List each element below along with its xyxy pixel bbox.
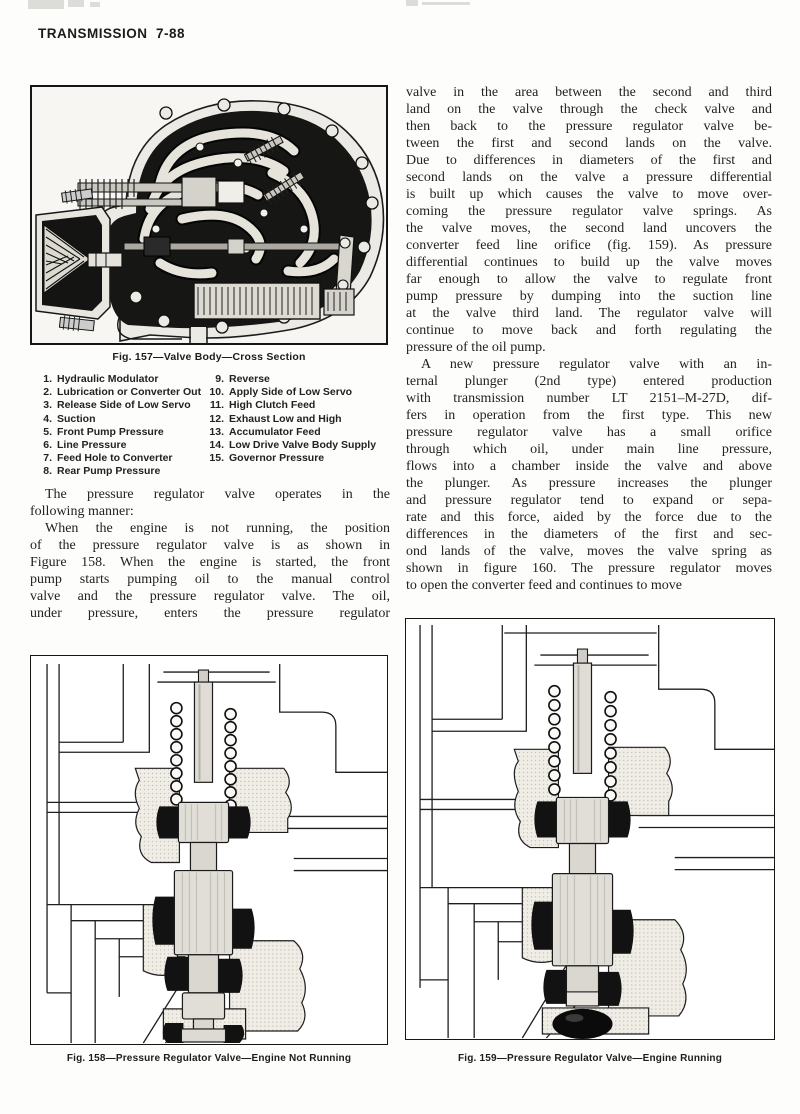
- parts-list-item: 1. Hydraulic Modulator: [43, 373, 159, 385]
- parts-list-item: 3. Release Side of Low Servo: [43, 399, 191, 412]
- text-line: through which oil, under main line pressure,: [406, 442, 772, 457]
- text-line: tween the first and second lands on the valve.: [406, 136, 772, 151]
- parts-list-item: 15. Governor Pressure: [209, 452, 325, 465]
- parts-list-column-2: [203, 373, 376, 465]
- text-line: second lands on the valve a pressure differential: [406, 170, 772, 185]
- figure-158-caption: Fig. 158—Pressure Regulator Valve—Engine Not Running: [66, 1053, 352, 1064]
- text-line: under pressure, enters the pressure regulator: [30, 606, 390, 621]
- text-line: pressure of the oil pump.: [406, 340, 546, 355]
- valve-body-cross-section-photo: [32, 87, 386, 343]
- text-line: following manner:: [30, 504, 134, 519]
- scan-artifact: [28, 0, 64, 9]
- text-line: and pressure regulator tend to expand or sepa-: [406, 493, 772, 508]
- right-text-column: [406, 84, 772, 594]
- figure-159-caption: Fig. 159—Pressure Regulator Valve—Engine Running: [457, 1053, 723, 1064]
- text-line: When the engine is not running, the position: [45, 521, 390, 536]
- text-line: is built up which causes the valve to move over-: [406, 187, 772, 202]
- parts-list-item: 7. Feed Hole to Converter: [43, 452, 173, 465]
- parts-list-item: 11. High Clutch Feed: [209, 399, 316, 412]
- text-line: rate and this force, aided by the force due to the: [406, 510, 772, 525]
- text-line: the valve moves, the second land uncovers the: [406, 221, 772, 236]
- text-line: with transmission number LT 2151–M-27D, dif-: [406, 391, 772, 406]
- text-line: flows into a chamber inside the valve and above: [406, 459, 772, 474]
- text-line: fers in operation from the first type. This new: [406, 408, 772, 423]
- figure-158-frame: [30, 655, 388, 1045]
- parts-list-item: 10. Apply Side of Low Servo: [209, 386, 353, 399]
- pressure-regulator-valve-drawing-engine-running: [406, 619, 774, 1039]
- figure-159-frame: [405, 618, 775, 1040]
- text-line: of the pressure regulator valve is as shown in: [30, 538, 390, 553]
- left-text-column: [30, 486, 390, 622]
- parts-list-item: 9. Reverse: [215, 373, 270, 385]
- text-line: Due to differences in diameters of the first and: [406, 153, 772, 168]
- text-line: ond lands of the valve, moves the valve spring as: [406, 544, 772, 559]
- text-line: ternal plunger (2nd type) entered production: [406, 374, 772, 389]
- figure-157-frame: [30, 85, 388, 345]
- parts-list-item: 8. Rear Pump Pressure: [43, 465, 161, 478]
- text-line: the plunger. As pressure increases the plunger: [406, 476, 772, 491]
- text-line: valve in the area between the second and third: [406, 85, 772, 100]
- parts-list-item: 2. Lubrication or Converter Out: [43, 386, 202, 399]
- text-line: land on the valve through the check valve and: [406, 102, 772, 117]
- text-line: pump pressure by dumping into the suction line: [406, 289, 772, 304]
- figure-157-caption: Fig. 157—Valve Body—Cross Section: [112, 351, 306, 363]
- text-line: at the valve third land. The regulator valve will: [406, 306, 772, 321]
- parts-list-column-1: [36, 373, 201, 479]
- parts-list-item: 4. Suction: [43, 412, 96, 425]
- scan-artifact: [68, 0, 84, 7]
- parts-list-item: 13. Accumulator Feed: [209, 425, 321, 438]
- text-line: then back to the pressure regulator valve be-: [406, 119, 772, 134]
- parts-list-item: 5. Front Pump Pressure: [43, 425, 164, 438]
- text-line: far enough to allow the valve to regulate front: [406, 272, 772, 287]
- parts-list-item: 6. Line Pressure: [43, 439, 127, 452]
- text-line: coming the pressure regulator valve springs. As: [406, 204, 772, 219]
- text-line: differences in the diameters of the first and sec-: [406, 527, 772, 542]
- text-line: pump starts pumping oil to the manual control: [30, 572, 390, 587]
- scan-artifact: [422, 2, 470, 5]
- text-line: continue to move back and forth regulating the: [406, 323, 772, 338]
- page-title: TRANSMISSION 7-88: [38, 26, 186, 41]
- scan-artifact: [90, 2, 100, 7]
- text-line: differential continues to build up the valve moves: [406, 255, 772, 270]
- pressure-regulator-valve-drawing-engine-not-running: [31, 656, 387, 1044]
- text-line: A new pressure regulator valve with an in-: [421, 357, 772, 372]
- parts-list-item: 14. Low Drive Valve Body Supply: [209, 439, 377, 452]
- scan-artifact: [406, 0, 418, 6]
- text-line: The pressure regulator valve operates in the: [45, 487, 390, 502]
- text-line: Figure 158. When the engine is started, the front: [30, 555, 390, 570]
- parts-list-item: 12. Exhaust Low and High: [209, 412, 342, 425]
- text-line: pressure regulator valve has a small orifice: [406, 425, 772, 440]
- text-line: valve and the pressure regulator valve. The oil,: [30, 589, 390, 604]
- text-line: shown in figure 160. The pressure regulator moves: [406, 561, 772, 576]
- text-line: to open the converter feed and continues to move: [406, 578, 683, 593]
- text-line: converter feed line orifice (fig. 159). As pressure: [406, 238, 772, 253]
